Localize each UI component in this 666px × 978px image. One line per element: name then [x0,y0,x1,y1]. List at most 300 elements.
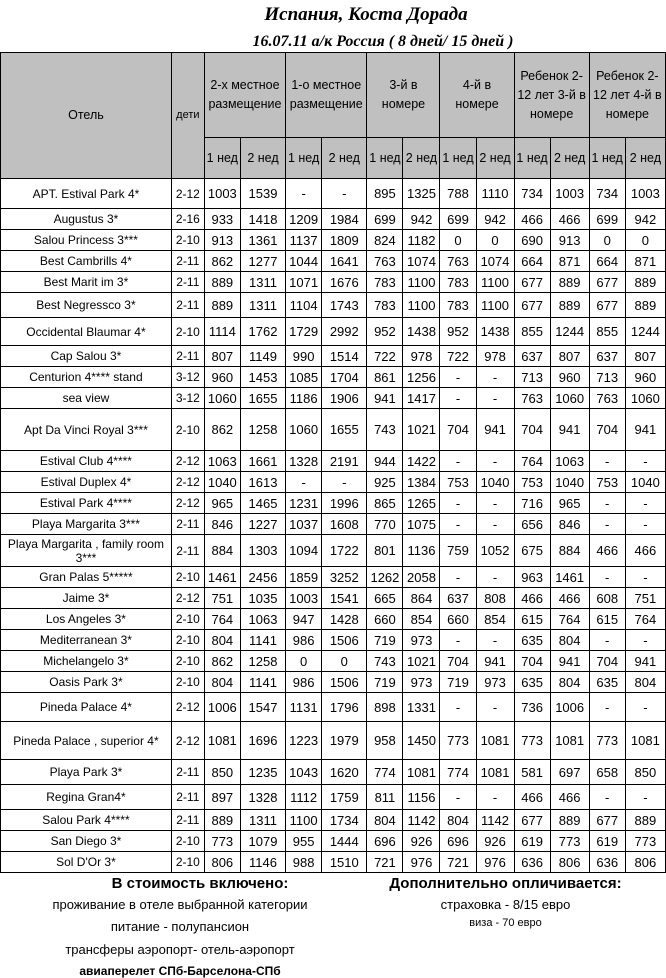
price-cell: 2191 [322,451,367,472]
price-cell: 1063 [240,609,285,630]
kids-age: 2-10 [171,852,204,873]
price-cell: 753 [589,472,625,493]
price-cell: 973 [403,630,440,651]
price-cell: - [440,785,476,810]
price-cell: 764 [514,451,550,472]
price-cell: 466 [589,535,625,567]
price-cell: - [476,514,514,535]
hotel-name: Playa Margarita , family room 3*** [1,535,172,567]
hotel-name: Estival Duplex 4* [1,472,172,493]
hotel-name: Best Marit im 3* [1,272,172,293]
price-cell: 770 [367,514,403,535]
price-cell: 3252 [322,567,367,588]
price-cell: 942 [625,209,665,230]
table-row [1,810,666,831]
price-cell: 1696 [240,722,285,760]
kids-age: 2-10 [171,831,204,852]
price-cell: 1328 [286,451,322,472]
price-cell: 1060 [550,388,589,409]
kids-age: 2-10 [171,651,204,672]
price-cell: 1461 [550,567,589,588]
price-cell: 1100 [403,272,440,293]
kids-age: 2-11 [171,810,204,831]
kids-age: 2-12 [171,472,204,493]
hotel-name: Gran Palas 5***** [1,567,172,588]
hotel-name: Salou Princess 3*** [1,230,172,251]
price-cell: 619 [589,831,625,852]
header-week: 1 нед [367,138,403,179]
price-cell: 1762 [240,318,285,346]
header-week: 2 нед [476,138,514,179]
price-cell: 773 [589,722,625,760]
price-cell: 1040 [625,472,665,493]
kids-age: 2-11 [171,535,204,567]
table-row [1,831,666,852]
price-cell: 976 [476,852,514,873]
price-cell: 764 [204,609,240,630]
price-cell: 1100 [476,293,514,318]
price-cell: 1040 [550,472,589,493]
price-cell: 783 [440,293,476,318]
price-cell: 635 [514,672,550,693]
price-cell: 0 [625,230,665,251]
kids-age: 2-10 [171,609,204,630]
price-cell: - [476,367,514,388]
hotel-name: sea view [1,388,172,409]
price-cell: 1979 [322,722,367,760]
price-cell: 1729 [286,318,322,346]
price-cell: 1074 [403,251,440,272]
price-cell: 862 [204,651,240,672]
price-cell: 925 [367,472,403,493]
hotel-name: Apt Da Vinci Royal 3*** [1,409,172,451]
table-row [1,493,666,514]
price-cell: 926 [476,831,514,852]
price-cell: 913 [550,230,589,251]
price-cell: 665 [367,588,403,609]
price-cell: 719 [367,672,403,693]
price-cell: - [440,493,476,514]
price-cell: 1063 [550,451,589,472]
price-cell: 783 [367,293,403,318]
price-cell: 1035 [240,588,285,609]
kids-age: 2-11 [171,293,204,318]
price-cell: 973 [476,672,514,693]
header-group: Ребенок 2-12 лет 4-й в номере [589,53,665,138]
price-cell: 721 [367,852,403,873]
price-cell: 788 [440,179,476,209]
header-week: 1 нед [286,138,322,179]
price-cell: - [440,514,476,535]
price-cell: 2456 [240,567,285,588]
price-cell: 2992 [322,318,367,346]
price-cell: - [625,693,665,722]
price-cell: 773 [204,831,240,852]
price-cell: 926 [403,831,440,852]
hotel-name: Cap Salou 3* [1,346,172,367]
price-cell: 763 [440,251,476,272]
price-cell: 808 [476,588,514,609]
price-cell: 963 [514,567,550,588]
price-cell: 2058 [403,567,440,588]
hotel-name: APT. Estival Park 4* [1,179,172,209]
price-cell: 721 [440,852,476,873]
price-cell: 889 [204,810,240,831]
price-cell: 801 [367,535,403,567]
price-cell: 773 [550,831,589,852]
table-row [1,588,666,609]
price-cell: 0 [589,230,625,251]
price-cell: 1743 [322,293,367,318]
price-cell: 1796 [322,693,367,722]
price-cell: 978 [476,346,514,367]
header-week: 2 нед [550,138,589,179]
price-cell: 846 [550,514,589,535]
price-cell: 1506 [322,630,367,651]
price-cell: 1465 [240,493,285,514]
price-cell: 1104 [286,293,322,318]
price-cell: 716 [514,493,550,514]
kids-age: 2-11 [171,514,204,535]
price-cell: 704 [514,409,550,451]
price-cell: 1100 [476,272,514,293]
price-cell: 677 [589,810,625,831]
header-week: 2 нед [625,138,665,179]
price-cell: 941 [625,409,665,451]
price-cell: 1100 [403,293,440,318]
price-cell: 889 [550,810,589,831]
price-cell: 1704 [322,367,367,388]
table-row [1,567,666,588]
price-cell: 1110 [476,179,514,209]
price-cell: 1258 [240,409,285,451]
price-cell: 1303 [240,535,285,567]
price-cell: - [589,693,625,722]
price-cell: 1331 [403,693,440,722]
price-cell: - [440,693,476,722]
price-cell: 913 [204,230,240,251]
hotel-name: Best Negressco 3* [1,293,172,318]
price-cell: 1081 [550,722,589,760]
price-cell: 1620 [322,760,367,785]
price-cell: 1244 [625,318,665,346]
price-cell: 759 [440,535,476,567]
price-cell: 1661 [240,451,285,472]
price-cell: 0 [322,651,367,672]
price-cell: 889 [550,293,589,318]
price-cell: 1223 [286,722,322,760]
price-cell: - [476,451,514,472]
price-cell: 774 [367,760,403,785]
kids-age: 2-12 [171,722,204,760]
price-cell: 677 [514,272,550,293]
price-cell: 1075 [403,514,440,535]
price-cell: 699 [440,209,476,230]
price-cell: 1060 [204,388,240,409]
price-cell: 635 [589,672,625,693]
table-row [1,514,666,535]
hotel-name: Pineda Palace 4* [1,693,172,722]
price-cell: 1418 [240,209,285,230]
price-cell: 1142 [403,810,440,831]
kids-age: 2-12 [171,179,204,209]
price-cell: - [625,514,665,535]
price-cell: 1112 [286,785,322,810]
price-cell: 704 [589,409,625,451]
price-cell: 942 [403,209,440,230]
price-cell: 1722 [322,535,367,567]
price-cell: 941 [550,651,589,672]
kids-age: 2-16 [171,209,204,230]
extra-item: страховка - 8/15 евро [440,897,571,912]
price-cell: - [440,388,476,409]
included-item: проживание в отеле выбранной категории [52,897,308,912]
hotel-name: Estival Park 4**** [1,493,172,514]
price-cell: 1043 [286,760,322,785]
price-cell: 895 [367,179,403,209]
price-cell: 660 [440,609,476,630]
kids-age: 2-12 [171,493,204,514]
price-cell: 1655 [322,409,367,451]
price-cell: 898 [367,693,403,722]
price-cell: 1506 [322,672,367,693]
price-cell: 1541 [322,588,367,609]
price-cell: 466 [514,209,550,230]
hotel-name: Oasis Park 3* [1,672,172,693]
price-cell: 1156 [403,785,440,810]
kids-age: 2-12 [171,588,204,609]
price-cell: 704 [440,651,476,672]
price-cell: 1100 [286,810,322,831]
price-cell: 1422 [403,451,440,472]
price-cell: 773 [514,722,550,760]
price-cell: 1438 [476,318,514,346]
price-cell: 965 [204,493,240,514]
price-cell: 1081 [403,760,440,785]
price-cell: 1235 [240,760,285,785]
price-cell: 1809 [322,230,367,251]
price-cell: - [589,493,625,514]
header-group: 1-о местное размещение [286,53,367,138]
header-week: 2 нед [403,138,440,179]
price-cell: 854 [476,609,514,630]
price-cell: 990 [286,346,322,367]
price-cell: 743 [367,409,403,451]
price-cell: - [476,388,514,409]
header-kids: дети [171,53,204,179]
header-week: 1 нед [204,138,240,179]
price-cell: 1227 [240,514,285,535]
price-cell: 637 [589,346,625,367]
price-cell: 1256 [403,367,440,388]
header-week: 1 нед [440,138,476,179]
price-cell: 763 [514,388,550,409]
price-cell: 763 [367,251,403,272]
price-cell: 806 [625,852,665,873]
hotel-name: Jaime 3* [1,588,172,609]
price-cell: 871 [625,251,665,272]
kids-age: 2-11 [171,272,204,293]
price-cell: 811 [367,785,403,810]
price-cell: 1186 [286,388,322,409]
price-cell: 958 [367,722,403,760]
price-cell: 1094 [286,535,322,567]
price-cell: 824 [367,230,403,251]
price-cell: 1060 [625,388,665,409]
price-cell: 850 [204,760,240,785]
price-cell: 1539 [240,179,285,209]
price-cell: - [589,451,625,472]
price-cell: 1510 [322,852,367,873]
included-item: авиаперелет СПб-Барселона-СПб [79,964,281,978]
price-table [0,52,666,873]
price-cell: 806 [550,852,589,873]
price-cell: 637 [514,346,550,367]
price-cell: 897 [204,785,240,810]
price-cell: 1547 [240,693,285,722]
price-cell: 1417 [403,388,440,409]
price-cell: 466 [550,588,589,609]
price-cell: 699 [589,209,625,230]
price-cell: 1258 [240,651,285,672]
price-cell: 1040 [476,472,514,493]
price-cell: 677 [589,293,625,318]
price-cell: 704 [589,651,625,672]
table-row [1,388,666,409]
price-cell: 965 [550,493,589,514]
price-cell: - [625,785,665,810]
price-cell: 615 [514,609,550,630]
price-cell: 1438 [403,318,440,346]
price-cell: 1859 [286,567,322,588]
table-row [1,672,666,693]
price-cell: 774 [440,760,476,785]
price-cell: 889 [625,810,665,831]
price-cell: 636 [514,852,550,873]
price-cell: 889 [204,293,240,318]
table-row [1,179,666,209]
included-item: питание - полупансион [110,919,250,934]
hotel-name: Pineda Palace , superior 4* [1,722,172,760]
price-cell: 764 [625,609,665,630]
price-cell: 635 [514,630,550,651]
price-cell: 637 [440,588,476,609]
table-row [1,293,666,318]
price-cell: 1085 [286,367,322,388]
price-cell: 1361 [240,230,285,251]
price-cell: 704 [514,651,550,672]
price-cell: 941 [367,388,403,409]
price-cell: 1514 [322,346,367,367]
price-cell: 976 [403,852,440,873]
price-cell: 1734 [322,810,367,831]
price-cell: 699 [367,209,403,230]
hotel-name: Best Cambrills 4* [1,251,172,272]
price-cell: 941 [476,651,514,672]
price-cell: 690 [514,230,550,251]
price-cell: 889 [625,293,665,318]
extra-item: виза - 70 евро [469,917,542,929]
kids-age: 2-11 [171,785,204,810]
price-cell: 1328 [240,785,285,810]
price-cell: 865 [367,493,403,514]
price-cell: - [476,785,514,810]
price-cell: 1081 [476,722,514,760]
price-cell: 973 [403,672,440,693]
price-cell: - [440,367,476,388]
price-cell: 581 [514,760,550,785]
price-cell: 1265 [403,493,440,514]
price-cell: 855 [589,318,625,346]
price-cell: - [625,630,665,651]
price-cell: 734 [514,179,550,209]
price-cell: 960 [204,367,240,388]
price-cell: - [589,785,625,810]
price-cell: 1081 [476,760,514,785]
table-row [1,318,666,346]
hotel-name: Augustus 3* [1,209,172,230]
price-cell: - [322,472,367,493]
price-cell: 713 [514,367,550,388]
kids-age: 2-11 [171,251,204,272]
hotel-name: Sol D'Or 3* [1,852,172,873]
price-cell: - [625,451,665,472]
kids-age: 2-10 [171,567,204,588]
price-cell: 889 [204,272,240,293]
price-cell: 466 [625,535,665,567]
price-cell: 1003 [625,179,665,209]
price-cell: - [476,493,514,514]
table-row [1,272,666,293]
price-cell: 736 [514,693,550,722]
price-cell: 1641 [322,251,367,272]
price-cell: 764 [550,609,589,630]
price-cell: 986 [286,672,322,693]
table-row [1,251,666,272]
price-cell: 713 [589,367,625,388]
price-cell: 751 [625,588,665,609]
price-cell: 1146 [240,852,285,873]
header-week: 1 нед [589,138,625,179]
price-cell: 884 [204,535,240,567]
price-cell: 804 [625,672,665,693]
header-group: 2-х местное размещение [204,53,285,138]
price-cell: 1453 [240,367,285,388]
price-cell: - [625,567,665,588]
price-cell: 1209 [286,209,322,230]
price-cell: 889 [550,272,589,293]
table-row [1,651,666,672]
kids-age: 2-12 [171,693,204,722]
table-row [1,230,666,251]
price-cell: 719 [440,672,476,693]
kids-age: 2-10 [171,318,204,346]
kids-age: 2-11 [171,346,204,367]
price-cell: 955 [286,831,322,852]
kids-age: 2-10 [171,672,204,693]
price-cell: 619 [514,831,550,852]
price-cell: 664 [514,251,550,272]
price-cell: 1060 [286,409,322,451]
kids-age: 2-10 [171,630,204,651]
header-group: 3-й в номере [367,53,440,138]
price-cell: 734 [589,179,625,209]
kids-age: 3-12 [171,367,204,388]
kids-age: 2-11 [171,760,204,785]
hotel-name: San Diego 3* [1,831,172,852]
table-row [1,346,666,367]
price-cell: 862 [204,409,240,451]
